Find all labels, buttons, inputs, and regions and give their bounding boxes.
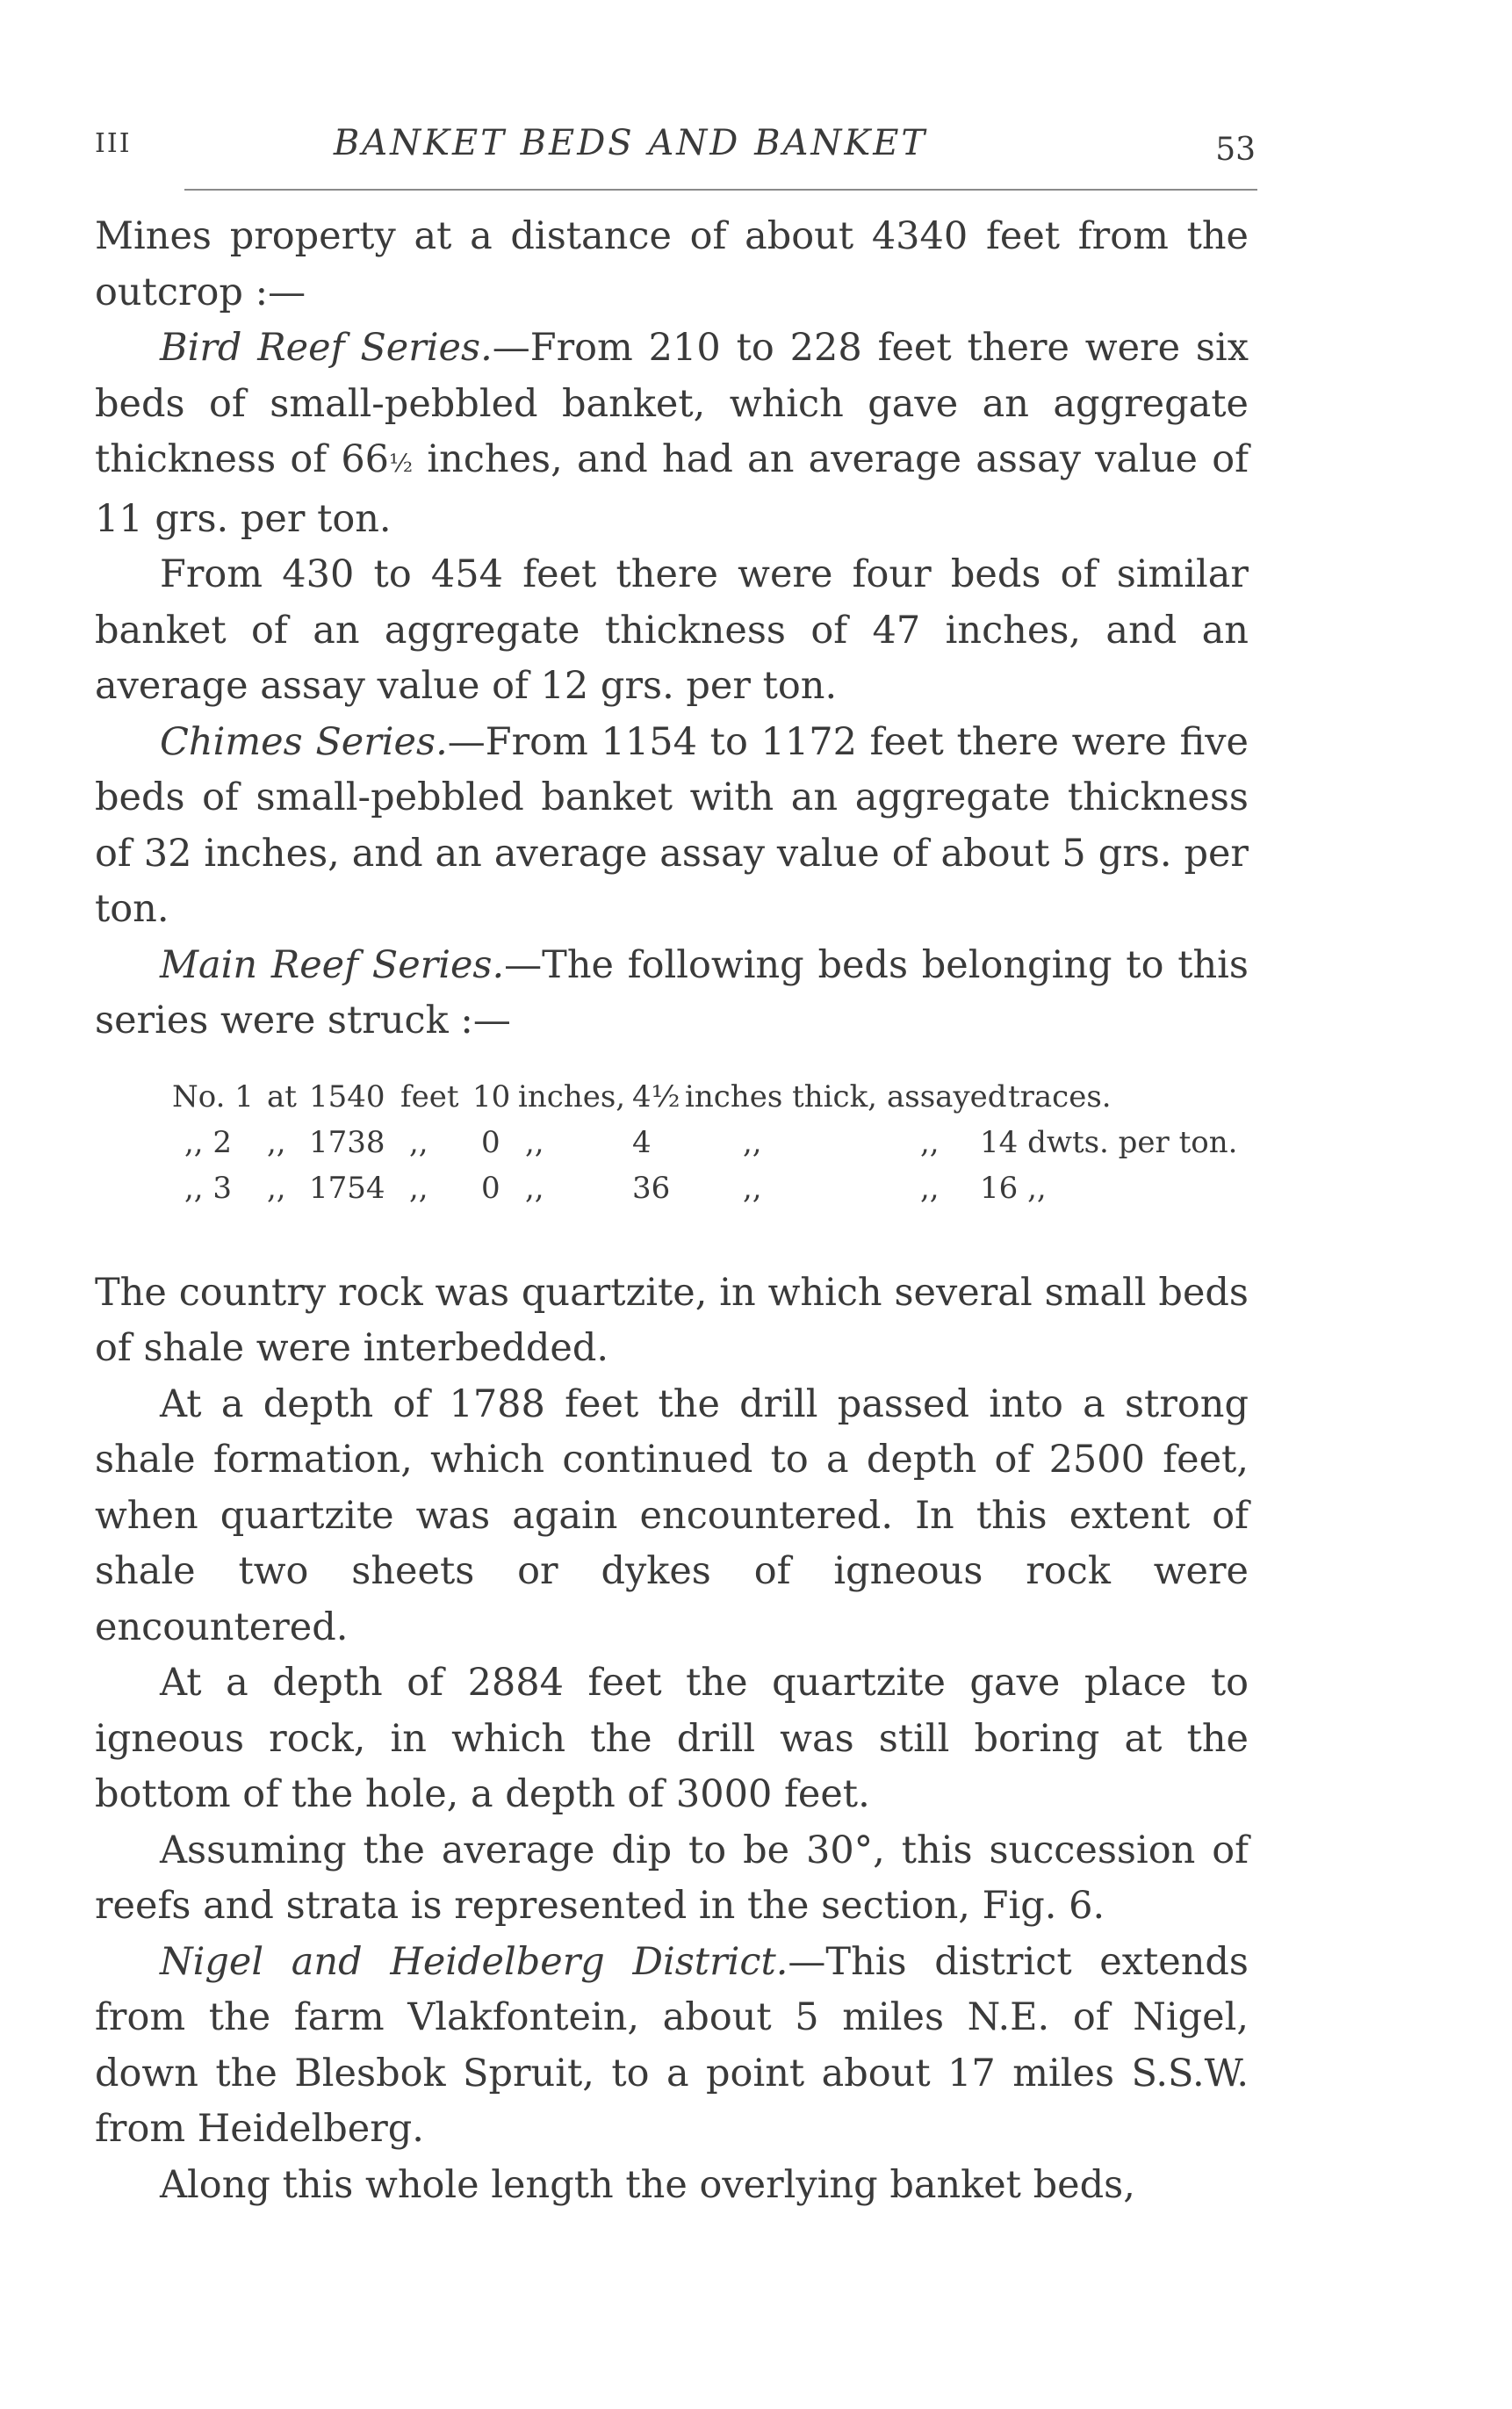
paragraph-country-rock — [95, 1266, 1249, 1377]
paragraph-text: —The following beds belonging to this series were struck :— — [95, 942, 1249, 1042]
section-heading-chimes: Chimes Series. — [160, 719, 448, 764]
paragraph-bird-reef — [95, 321, 1249, 547]
spacer — [95, 1211, 1249, 1266]
section-heading-main-reef: Main Reef Series. — [160, 942, 505, 987]
paragraph-text: At a depth of 2884 feet the quartzite gave place to igneous rock, in which the drill was still boring at the bottom of the hole, a depth of 3000 feet. — [95, 1661, 1249, 1816]
cell-thick-label: ,, — [743, 1170, 762, 1206]
paragraph-text: Mines property at a distance of about 4340 feet from the outcrop :— — [95, 214, 1249, 314]
paragraph-text: Along this whole length the overlying banket beds, — [160, 2162, 1135, 2207]
running-header — [95, 123, 1256, 176]
cell-no: ,, 2 — [184, 1124, 233, 1160]
section-heading-bird-reef: Bird Reef Series. — [160, 326, 493, 370]
main-text — [95, 209, 1249, 2213]
cell-thickness: 4 — [632, 1124, 652, 1160]
cell-no: No. 1 — [172, 1078, 254, 1114]
cell-thick-label: inches thick, — [685, 1078, 877, 1114]
paragraph-continuation — [95, 209, 1249, 321]
cell-assay-label: ,, — [920, 1170, 940, 1206]
cell-inches: 0 — [481, 1124, 500, 1160]
header-rule — [184, 189, 1257, 191]
paragraph-nigel — [95, 1935, 1249, 2158]
cell-assay-label: ,, — [920, 1124, 940, 1160]
paragraph-text: At a depth of 1788 feet the drill passed into a strong shale formation, which continued to a depth of 2500 feet, when quartzite was again encountered. In this extent of shale two sheets or dykes of igneous rock were encountered. — [95, 1381, 1249, 1649]
cell-depth: 1738 — [309, 1124, 385, 1160]
cell-assay: traces. — [1008, 1078, 1112, 1114]
cell-inches-label: inches, — [518, 1078, 626, 1114]
cell-thick-label: ,, — [743, 1124, 762, 1160]
cell-inches: 0 — [481, 1170, 500, 1206]
table-row — [95, 1165, 1249, 1211]
table-row — [95, 1120, 1249, 1165]
cell-feet: feet — [400, 1078, 459, 1114]
paragraph-igneous-rock — [95, 1655, 1249, 1823]
paragraph-dip — [95, 1823, 1249, 1935]
table-row — [95, 1074, 1249, 1120]
cell-inches: 10 — [472, 1078, 511, 1114]
cell-assay: 16 ,, — [980, 1170, 1047, 1206]
cell-depth: 1540 — [309, 1078, 385, 1114]
paragraph-main-reef — [95, 938, 1249, 1049]
cell-thickness: 4½ — [632, 1078, 680, 1114]
page-number: 53 — [1215, 132, 1256, 168]
cell-feet: ,, — [409, 1170, 428, 1206]
cell-assay: 14 dwts. per ton. — [980, 1124, 1238, 1160]
paragraph-chimes — [95, 715, 1249, 938]
section-heading-nigel: Nigel and Heidelberg District. — [160, 1939, 788, 1984]
cell-no: ,, 3 — [184, 1170, 233, 1206]
cell-thickness: 36 — [632, 1170, 671, 1206]
spacer — [95, 1049, 1249, 1074]
cell-at: ,, — [267, 1170, 286, 1206]
cell-inches-label: ,, — [525, 1124, 544, 1160]
paragraph-along — [95, 2158, 1249, 2214]
paragraph-text: From 430 to 454 feet there were four beds of similar banket of an aggregate thickness of 47 inches, and an average assay value of 12 grs. per ton. — [95, 552, 1249, 708]
cell-at: ,, — [267, 1124, 286, 1160]
cell-at: at — [267, 1078, 297, 1114]
paragraph-text: —From 210 to 228 feet there were six beds of small-pebbled banket, which gave an aggregate thickness of 66 — [95, 326, 1249, 481]
paragraph-text: The country rock was quartzite, in which several small beds of shale were interbedded. — [95, 1270, 1249, 1370]
fraction-half: ½ — [389, 449, 414, 478]
paragraph-text: —This district extends from the farm Vlakfontein, about 5 miles N.E. of Nigel, down the Blesbok Spruit, to a point about 17 miles S.S.W. from Heidelberg. — [95, 1939, 1249, 2151]
cell-assay-label: assayed — [887, 1078, 1007, 1114]
paragraph-text: Assuming the average dip to be 30°, this succession of reefs and strata is represented in the section, Fig. 6. — [95, 1828, 1249, 1928]
cell-feet: ,, — [409, 1124, 428, 1160]
chapter-number: III — [95, 128, 132, 159]
paragraph-text: inches, and had an average assay value of 11 grs. per ton. — [95, 437, 1249, 541]
paragraph-shale-formation — [95, 1377, 1249, 1656]
beds-table — [95, 1074, 1249, 1211]
paragraph-text: —From 1154 to 1172 feet there were five beds of small-pebbled banket with an aggregate thickness of 32 inches, and an average assay value of about 5 grs. per ton. — [95, 719, 1249, 931]
cell-inches-label: ,, — [525, 1170, 544, 1206]
running-title: BANKET BEDS AND BANKET — [333, 123, 928, 163]
paragraph-similar-banket — [95, 547, 1249, 715]
cell-depth: 1754 — [309, 1170, 385, 1206]
